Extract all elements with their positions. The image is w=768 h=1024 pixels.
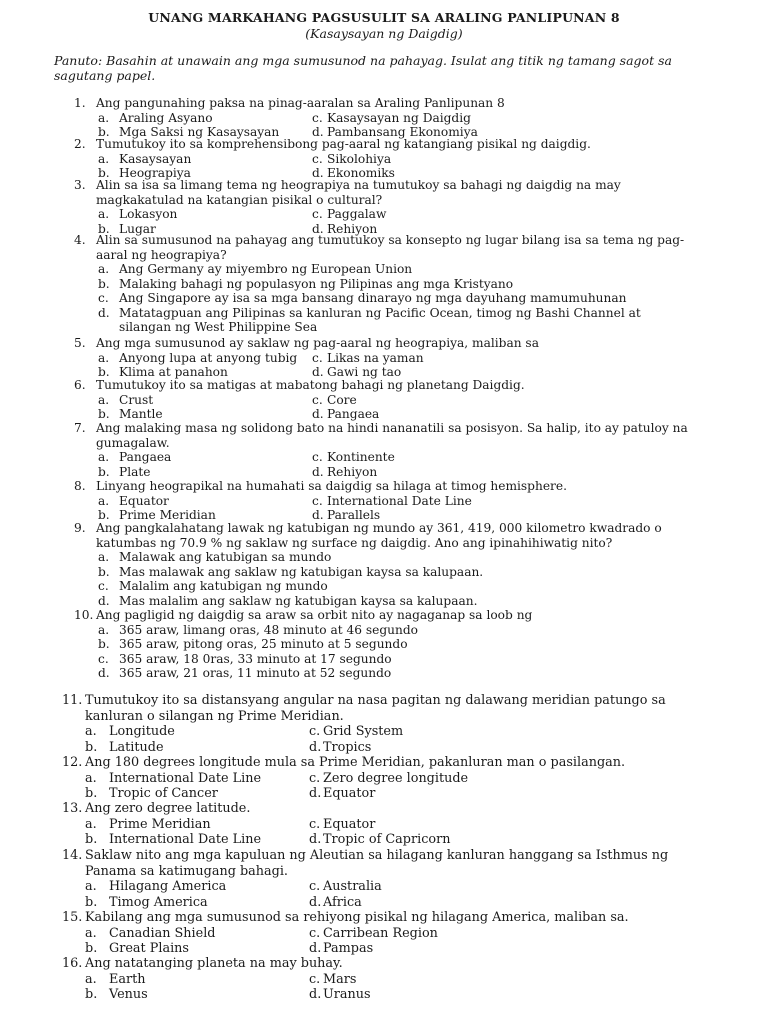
choice-letter: c.	[309, 724, 321, 739]
question-number: 13.	[62, 801, 83, 816]
question-16	[0, 956, 768, 972]
choice-letter: a.	[98, 493, 110, 508]
choice-letter: b.	[85, 987, 98, 1002]
choice-text: Timog America	[109, 894, 208, 910]
choice-text: Longitude	[109, 724, 175, 739]
choice-letter: a.	[85, 925, 97, 941]
choice-letter: a.	[85, 971, 97, 987]
choice-text: Uranus	[323, 987, 371, 1002]
choice-letter: a.	[98, 550, 110, 564]
question-number: 2.	[74, 137, 86, 151]
choice-letter: a.	[85, 816, 97, 832]
choice-letter: d.	[312, 508, 324, 522]
choice-letter: a.	[85, 724, 97, 739]
question-15	[0, 910, 768, 926]
choice-text: Plate	[119, 464, 151, 479]
choice-text: Australia	[323, 879, 382, 894]
choice-letter: d.	[312, 464, 324, 479]
choice-row	[0, 724, 768, 740]
choice-row	[0, 579, 768, 594]
choice-letter: c.	[312, 392, 323, 407]
choice-row	[0, 594, 768, 609]
choice-row	[0, 565, 768, 580]
choice-text: Kontinente	[327, 450, 395, 464]
choice-letter: a.	[85, 770, 97, 786]
choice-row	[0, 817, 768, 833]
choice-letter: b.	[85, 894, 98, 910]
choice-letter: c.	[98, 651, 109, 666]
choice-letter: c.	[312, 350, 323, 365]
question-text: Ang pangunahing paksa na pinag-aaralan sa Araling Panlipunan 8	[96, 96, 505, 110]
choice-text: Parallels	[327, 508, 381, 522]
question-text: Alin sa isa sa limang tema ng heograpiya na tumutukoy sa bahagi ng daigdig na may magkakatulad na katangian pisikal o cultural?	[96, 178, 621, 207]
choice-letter: a.	[98, 207, 110, 221]
choice-text: Crust	[119, 392, 154, 407]
choice-row	[0, 111, 768, 126]
choice-text: Pangaea	[327, 407, 380, 421]
question-number: 6.	[74, 378, 86, 392]
choice-letter: d.	[309, 832, 322, 847]
choice-letter: b.	[85, 941, 98, 956]
choice-letter: b.	[85, 739, 98, 755]
question-number: 7.	[74, 421, 86, 435]
choice-row	[0, 291, 768, 306]
choice-letter: b.	[98, 365, 110, 379]
choice-text: 365 araw, pitong oras, 25 minuto at 5 segundo	[119, 637, 408, 651]
choice-row	[0, 771, 768, 787]
question-13	[0, 801, 768, 817]
choice-letter: d.	[312, 125, 324, 139]
choice-letter: b.	[98, 637, 110, 651]
question-number: 11.	[62, 693, 83, 708]
question-text: Ang mga sumusunod ay saklaw ng pag-aaral ng heograpiya, maliban sa	[96, 336, 539, 350]
question-number: 14.	[62, 848, 83, 863]
choice-letter: d.	[312, 166, 324, 180]
choice-text: Rehiyon	[327, 464, 378, 479]
choice-letter: a.	[98, 350, 110, 365]
question-number: 16.	[62, 956, 83, 971]
choice-text: Matatagpuan ang Pilipinas sa kanluran ng Pacific Ocean, timog ng Bashi Channel at silangan ng West Philippine Sea	[119, 305, 641, 334]
choice-letter: d.	[98, 666, 110, 680]
choice-row	[0, 666, 768, 681]
exam-title: UNANG MARKAHANG PAGSUSULIT SA ARALING PANLIPUNAN 8	[148, 10, 620, 25]
choice-text: 365 araw, 21 oras, 11 minuto at 52 segundo	[119, 666, 392, 680]
choice-row	[0, 550, 768, 565]
choice-text: Rehiyon	[327, 221, 378, 236]
choice-letter: b.	[98, 508, 110, 522]
choice-text: Earth	[109, 971, 146, 987]
choice-letter: c.	[309, 770, 321, 786]
choice-letter: b.	[98, 125, 110, 139]
choice-text: Ang Germany ay miyembro ng European Union	[119, 262, 413, 276]
choice-text: Equator	[119, 493, 169, 508]
choice-text: Mas malawak ang saklaw ng katubigan kaysa sa kalupaan.	[119, 564, 484, 579]
question-number: 4.	[74, 233, 86, 247]
choice-row	[0, 637, 768, 652]
choice-row	[0, 972, 768, 988]
choice-letter: d.	[309, 941, 322, 956]
choice-letter: a.	[98, 450, 110, 464]
choice-letter: b.	[98, 464, 110, 479]
choice-letter: b.	[85, 832, 98, 847]
choice-text: Pambansang Ekonomiya	[327, 125, 478, 139]
question-5	[0, 336, 768, 351]
choice-text: Malaking bahagi ng populasyon ng Pilipinas ang mga Kristyano	[119, 276, 514, 291]
question-number: 5.	[74, 336, 86, 350]
choice-letter: c.	[309, 816, 321, 832]
choice-letter: c.	[312, 207, 323, 221]
question-text: Tumutukoy ito sa komprehensibong pag-aaral ng katangiang pisikal ng daigdig.	[96, 137, 591, 151]
choice-letter: d.	[312, 407, 324, 421]
choice-text: Kasaysayan ng Daigdig	[327, 110, 471, 125]
choice-text: Gawi ng tao	[327, 365, 402, 379]
choice-text: International Date Line	[109, 832, 262, 847]
choice-row	[0, 987, 768, 1003]
choice-row	[0, 652, 768, 667]
choice-row	[0, 895, 768, 911]
choice-text: Tropic of Cancer	[109, 786, 218, 801]
choice-row	[0, 152, 768, 167]
choice-letter: a.	[98, 392, 110, 407]
choice-row	[0, 494, 768, 509]
question-text: Ang pangkalahatang lawak ng katubigan ng mundo ay 361, 419, 000 kilometro kwadrado o katumbas ng 70.9 % ng saklaw ng surface ng daigdig. Ano ang ipinahihiwatig nito?	[96, 521, 662, 550]
choice-text: Pangaea	[119, 450, 172, 464]
question-text: Ang pagligid ng daigdig sa araw sa orbit nito ay nagaganap sa loob ng	[96, 608, 533, 622]
choice-row	[0, 393, 768, 408]
question-text: Saklaw nito ang mga kapuluan ng Aleutian sa hilagang kanluran hanggang sa Isthmus ng Panama sa katimugang bahagi.	[85, 848, 669, 879]
question-text: Ang 180 degrees longitude mula sa Prime Meridian, pakanluran man o pasilangan.	[85, 755, 626, 770]
question-12	[0, 755, 768, 771]
question-text: Ang natatanging planeta na may buhay.	[85, 956, 343, 971]
question-text: Tumutukoy ito sa matigas at mabatong bahagi ng planetang Daigdig.	[96, 378, 525, 392]
choice-text: Equator	[323, 816, 376, 832]
choice-row	[0, 306, 768, 335]
choice-letter: c.	[312, 151, 323, 166]
choice-letter: d.	[98, 305, 110, 320]
question-number: 9.	[74, 521, 86, 535]
question-text: Tumutukoy ito sa distansyang angular na nasa pagitan ng dalawang meridian patungo sa kanluran o silangan ng Prime Meridian.	[85, 693, 666, 724]
choice-text: Mars	[323, 971, 357, 987]
choice-letter: d.	[312, 365, 324, 379]
choice-text: Lokasyon	[119, 207, 178, 221]
choice-letter: a.	[98, 262, 110, 276]
choice-text: Tropic of Capricorn	[323, 832, 451, 847]
question-9	[0, 521, 768, 550]
choice-text: International Date Line	[109, 770, 262, 786]
choice-text: 365 araw, 18 0ras, 33 minuto at 17 segundo	[119, 651, 392, 666]
choice-letter: a.	[98, 622, 110, 637]
choice-row	[0, 351, 768, 366]
choice-text: Hilagang America	[109, 879, 227, 894]
choice-letter: c.	[312, 493, 323, 508]
question-text: Kabilang ang mga sumusunod sa rehiyong pisikal ng hilagang America, maliban sa.	[85, 910, 629, 925]
choice-text: Malalim ang katubigan ng mundo	[119, 579, 328, 593]
choice-text: Prime Meridian	[109, 816, 211, 832]
choice-letter: b.	[98, 221, 110, 236]
choice-text: Mas malalim ang saklaw ng katubigan kaysa sa kalupaan.	[119, 593, 478, 608]
question-4	[0, 233, 768, 262]
choice-row	[0, 832, 768, 848]
choice-text: Tropics	[323, 739, 372, 755]
choice-text: Malawak ang katubigan sa mundo	[119, 550, 332, 564]
choice-letter: c.	[312, 450, 323, 464]
question-number: 15.	[62, 910, 83, 925]
choice-row	[0, 879, 768, 895]
choice-text: Ang Singapore ay isa sa mga bansang dinarayo ng mga dayuhang mamumuhunan	[119, 291, 627, 305]
choice-row	[0, 740, 768, 756]
question-text: Ang zero degree latitude.	[85, 801, 251, 816]
question-8	[0, 479, 768, 494]
choice-letter: d.	[98, 593, 110, 608]
choice-text: Pampas	[323, 941, 374, 956]
choice-text: Venus	[109, 987, 148, 1002]
choice-text: Carribean Region	[323, 925, 438, 941]
choice-text: Likas na yaman	[327, 350, 424, 365]
choice-row	[0, 941, 768, 957]
question-number: 8.	[74, 479, 86, 493]
choice-letter: c.	[98, 579, 109, 593]
choice-letter: d.	[312, 221, 324, 236]
choice-row	[0, 450, 768, 465]
choice-row	[0, 926, 768, 942]
question-6	[0, 378, 768, 393]
question-3	[0, 178, 768, 207]
choice-text: Klima at panahon	[119, 365, 228, 379]
choice-letter: a.	[98, 151, 110, 166]
choice-text: Prime Meridian	[119, 508, 216, 522]
question-10	[0, 608, 768, 623]
choice-row	[0, 465, 768, 480]
question-11	[0, 693, 768, 724]
choice-letter: c.	[312, 110, 323, 125]
choice-letter: d.	[309, 987, 322, 1002]
choice-letter: d.	[309, 739, 322, 755]
choice-text: Mga Saksi ng Kasaysayan	[119, 125, 280, 139]
choice-text: 365 araw, limang oras, 48 minuto at 46 segundo	[119, 622, 418, 637]
choice-row	[0, 207, 768, 222]
choice-text: Araling Asyano	[119, 110, 213, 125]
question-text: Ang malaking masa ng solidong bato na hindi nananatili sa posisyon. Sa halip, ito ay patuloy na gumagalaw.	[96, 421, 688, 450]
choice-row	[0, 277, 768, 292]
choice-row	[0, 623, 768, 638]
choice-text: Equator	[323, 786, 376, 801]
choice-letter: d.	[309, 786, 322, 801]
choice-text: Ekonomiks	[327, 166, 395, 180]
choice-text: Lugar	[119, 221, 156, 236]
choice-letter: b.	[98, 166, 110, 180]
choice-text: Canadian Shield	[109, 925, 216, 941]
question-number: 12.	[62, 755, 83, 770]
question-number: 1.	[74, 96, 86, 110]
choice-letter: a.	[85, 879, 97, 894]
choice-text: Zero degree longitude	[323, 770, 469, 786]
choice-text: Grid System	[323, 724, 404, 739]
choice-text: Africa	[323, 894, 362, 910]
exam-subtitle: (Kasaysayan ng Daigdig)	[305, 26, 463, 41]
choice-text: Sikolohiya	[327, 151, 392, 166]
choice-row	[0, 262, 768, 277]
choice-letter: c.	[309, 971, 321, 987]
question-7	[0, 421, 768, 450]
choice-text: Kasaysayan	[119, 151, 192, 166]
choice-letter: c.	[309, 879, 321, 894]
choice-letter: b.	[98, 276, 110, 291]
choice-text: Mantle	[119, 407, 163, 421]
question-text: Linyang heograpikal na humahati sa daigdig sa hilaga at timog hemisphere.	[96, 479, 567, 493]
choice-letter: b.	[98, 407, 110, 421]
choice-text: Heograpiya	[119, 166, 191, 180]
choice-text: Paggalaw	[327, 207, 387, 221]
question-14	[0, 848, 768, 879]
choice-letter: c.	[98, 291, 109, 305]
question-text: Alin sa sumusunod na pahayag ang tumutukoy sa konsepto ng lugar bilang isa sa tema ng pag-aaral ng heograpiya?	[96, 233, 685, 262]
choice-letter: b.	[85, 786, 98, 801]
choice-letter: b.	[98, 564, 110, 579]
choice-row	[0, 407, 768, 422]
choice-text: Latitude	[109, 739, 164, 755]
choice-text: Core	[327, 392, 357, 407]
question-2	[0, 137, 768, 152]
question-number: 10.	[74, 608, 94, 622]
choice-letter: c.	[309, 925, 321, 941]
choice-text: International Date Line	[327, 493, 472, 508]
instructions: Panuto: Basahin at unawain ang mga sumusunod na pahayag. Isulat ang titik ng tamang sagot sa sagutang papel.	[54, 53, 672, 83]
question-number: 3.	[74, 178, 86, 192]
choice-text: Anyong lupa at anyong tubig	[119, 350, 298, 365]
choice-letter: a.	[98, 110, 110, 125]
choice-row	[0, 786, 768, 802]
choice-text: Great Plains	[109, 941, 189, 956]
choice-letter: d.	[309, 894, 322, 910]
question-1	[0, 96, 768, 111]
